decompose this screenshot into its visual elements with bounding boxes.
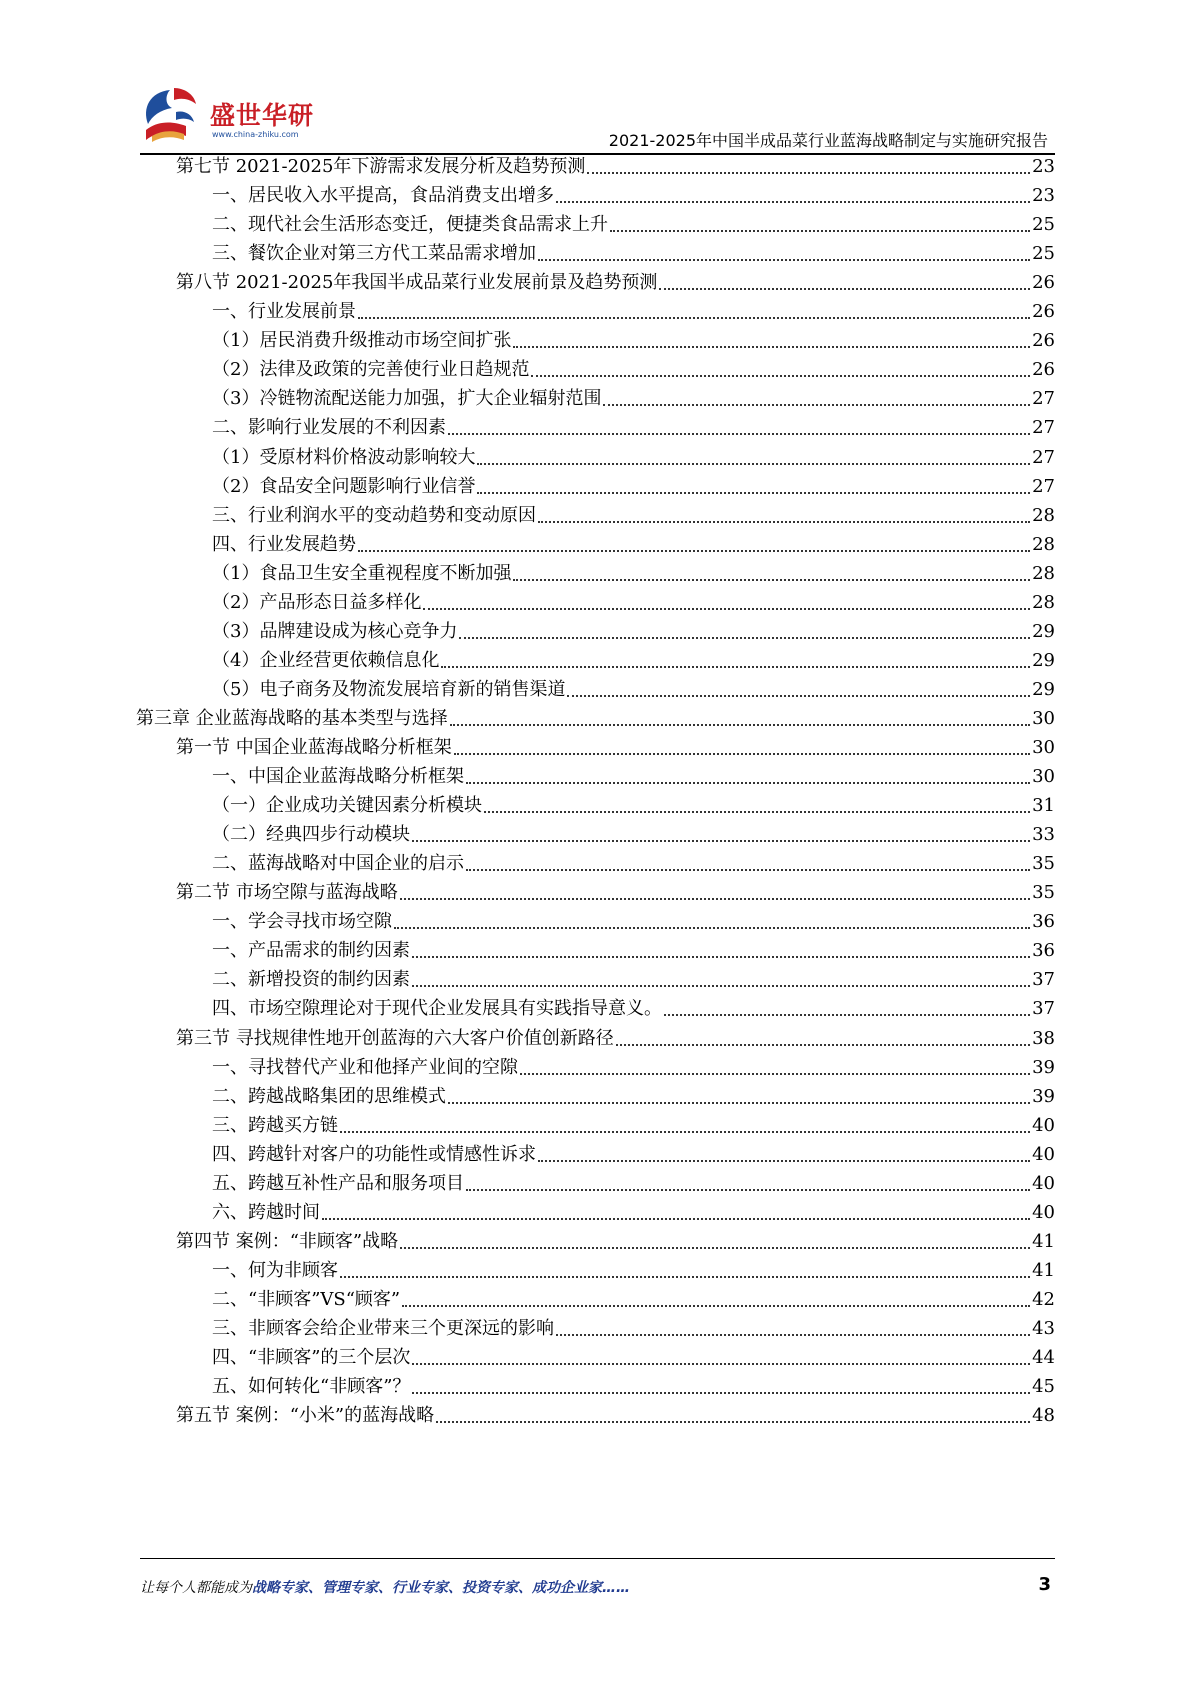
toc-dot-leader	[466, 869, 1030, 871]
toc-entry-title: 二、“非顾客”VS“顾客”	[212, 1288, 401, 1310]
toc-entry[interactable]	[212, 412, 1055, 443]
toc-entry-title: 五、跨越互补性产品和服务项目	[212, 1172, 464, 1194]
toc-entry-page: 29	[1032, 678, 1055, 700]
toc-entry[interactable]	[212, 819, 1055, 850]
toc-entry[interactable]	[212, 1371, 1055, 1402]
toc-entry-page: 30	[1032, 707, 1055, 729]
toc-entry-page: 27	[1032, 446, 1055, 468]
toc-entry-page: 43	[1032, 1318, 1055, 1339]
toc-dot-leader	[531, 375, 1030, 377]
toc-entry-page: 27	[1032, 417, 1055, 439]
toc-entry-title: 第三章 企业蓝海战略的基本类型与选择	[136, 707, 448, 729]
toc-entry-page: 23	[1032, 156, 1055, 177]
toc-entry-title: （一）企业成功关键因素分析模块	[212, 795, 482, 817]
toc-entry-page: 29	[1032, 649, 1055, 671]
toc-entry[interactable]	[212, 964, 1055, 995]
toc-dot-leader	[340, 1131, 1030, 1133]
toc-entry-page: 30	[1032, 737, 1055, 758]
toc-entry-title: 三、非顾客会给企业带来三个更深远的影响	[212, 1318, 554, 1339]
toc-dot-leader	[400, 1247, 1030, 1249]
toc-entry-page: 39	[1032, 1085, 1055, 1107]
toc-dot-leader	[436, 1421, 1030, 1423]
toc-entry-page: 26	[1032, 359, 1055, 381]
brand-url: www.china-zhiku.com	[212, 130, 299, 139]
toc-entry[interactable]	[212, 1110, 1055, 1141]
toc-entry[interactable]	[212, 1052, 1055, 1083]
toc-entry-page: 28	[1032, 562, 1055, 584]
toc-entry-title: 二、影响行业发展的不利因素	[212, 417, 446, 439]
toc-entry-page: 29	[1032, 620, 1055, 642]
toc-entry[interactable]	[212, 674, 1055, 705]
toc-entry[interactable]	[212, 645, 1055, 676]
toc-entry-page: 27	[1032, 475, 1055, 497]
toc-entry-title: 第八节 2021-2025年我国半成品菜行业发展前景及趋势预测	[176, 272, 658, 294]
toc-entry-title: 三、餐饮企业对第三方代工菜品需求增加	[212, 243, 536, 265]
toc-dot-leader	[466, 782, 1030, 784]
toc-entry[interactable]	[212, 383, 1055, 414]
toc-entry[interactable]	[212, 1342, 1055, 1373]
toc-entry[interactable]	[212, 1284, 1055, 1315]
footer-slogan	[140, 1577, 630, 1597]
toc-entry[interactable]	[212, 558, 1055, 589]
toc-entry-page: 27	[1032, 388, 1055, 410]
toc-dot-leader	[587, 172, 1030, 174]
toc-dot-leader	[412, 956, 1030, 958]
toc-entry-page: 23	[1032, 185, 1055, 207]
toc-dot-leader	[450, 724, 1030, 726]
toc-entry[interactable]	[176, 1400, 1055, 1431]
toc-entry-title: 四、跨越针对客户的功能性或情感性诉求	[212, 1143, 536, 1165]
toc-entry[interactable]	[176, 732, 1055, 763]
toc-entry-page: 33	[1032, 824, 1055, 846]
toc-entry-title: 二、跨越战略集团的思维模式	[212, 1085, 446, 1107]
toc-entry-title: （1）居民消费升级推动市场空间扩张	[212, 330, 512, 352]
toc-entry[interactable]	[212, 761, 1055, 792]
toc-entry-title: 第四节 案例：“非顾客”战略	[176, 1230, 399, 1252]
toc-dot-leader	[340, 1276, 1030, 1278]
toc-entry-title: （1）食品卫生安全重视程度不断加强	[212, 562, 512, 584]
toc-dot-leader	[477, 492, 1030, 494]
toc-entry-title: 一、何为非顾客	[212, 1259, 338, 1281]
toc-dot-leader	[513, 579, 1030, 581]
toc-entry[interactable]	[212, 848, 1055, 879]
toc-dot-leader	[412, 840, 1030, 842]
toc-entry-title: （4）企业经营更依赖信息化	[212, 649, 440, 671]
toc-dot-leader	[603, 404, 1030, 406]
toc-entry-page: 28	[1032, 533, 1055, 555]
slogan-highlight: 战略专家、管理专家、行业专家、投资专家、成功企业家……	[252, 1580, 630, 1596]
toc-entry-page: 25	[1032, 214, 1055, 236]
toc-entry[interactable]	[212, 180, 1055, 211]
toc-entry-page: 35	[1032, 882, 1055, 904]
toc-entry-title: 二、现代社会生活形态变迁，便捷类食品需求上升	[212, 214, 608, 236]
toc-entry[interactable]	[212, 993, 1055, 1024]
toc-entry[interactable]	[212, 529, 1055, 560]
toc-dot-leader	[659, 288, 1030, 290]
slogan-lead: 让每个人都能成为	[140, 1580, 252, 1596]
toc-entry[interactable]	[136, 703, 1055, 734]
toc-entry-page: 39	[1032, 1056, 1055, 1078]
toc-entry-title: （5）电子商务及物流发展培育新的销售渠道	[212, 678, 566, 700]
toc-dot-leader	[567, 695, 1030, 697]
toc-entry[interactable]	[212, 587, 1055, 618]
toc-dot-leader	[441, 666, 1030, 668]
toc-entry[interactable]	[212, 616, 1055, 647]
toc-entry[interactable]	[176, 877, 1055, 908]
toc-entry-page: 40	[1032, 1114, 1055, 1136]
toc-entry-title: （二）经典四步行动模块	[212, 824, 410, 846]
toc-entry-page: 26	[1032, 272, 1055, 294]
toc-entry-page: 40	[1032, 1172, 1055, 1194]
toc-dot-leader	[358, 550, 1030, 552]
toc-dot-leader	[454, 753, 1030, 755]
toc-entry-page: 28	[1032, 591, 1055, 613]
toc-entry-title: 一、寻找替代产业和他择产业间的空隙	[212, 1056, 518, 1078]
toc-entry-page: 37	[1032, 998, 1055, 1020]
toc-entry-page: 36	[1032, 940, 1055, 962]
report-title: 2021-2025年中国半成品菜行业蓝海战略制定与实施研究报告	[608, 131, 1048, 150]
toc-entry-title: 一、中国企业蓝海战略分析框架	[212, 766, 464, 788]
toc-entry-page: 42	[1032, 1288, 1055, 1310]
toc-dot-leader	[556, 201, 1030, 203]
toc-entry-title: 六、跨越时间	[212, 1201, 320, 1223]
toc-entry-title: 第一节 中国企业蓝海战略分析框架	[176, 737, 452, 758]
toc-entry-title: 三、跨越买方链	[212, 1114, 338, 1136]
toc-dot-leader	[400, 898, 1030, 900]
toc-entry-page: 48	[1032, 1405, 1055, 1427]
brand-name: 盛世华研	[210, 101, 315, 130]
toc-entry[interactable]	[212, 1168, 1055, 1199]
toc-entry-page: 37	[1032, 969, 1055, 991]
toc-entry-title: 四、市场空隙理论对于现代企业发展具有实践指导意义。	[212, 998, 662, 1020]
toc-entry[interactable]	[212, 296, 1055, 327]
toc-entry-title: （3）品牌建设成为核心竞争力	[212, 620, 458, 642]
toc-dot-leader	[538, 1160, 1030, 1162]
toc-entry[interactable]	[212, 935, 1055, 966]
toc-dot-leader	[394, 927, 1030, 929]
toc-dot-leader	[513, 346, 1030, 348]
toc-entry-page: 41	[1032, 1230, 1055, 1252]
toc-entry-page: 26	[1032, 301, 1055, 323]
toc-entry-page: 30	[1032, 766, 1055, 788]
toc-dot-leader	[412, 1363, 1030, 1365]
toc-dot-leader	[448, 433, 1030, 435]
toc-entry[interactable]	[212, 238, 1055, 269]
toc-entry[interactable]	[212, 209, 1055, 240]
toc-dot-leader	[556, 1334, 1030, 1336]
toc-dot-leader	[610, 230, 1030, 232]
toc-dot-leader	[423, 608, 1030, 610]
toc-entry[interactable]	[212, 1313, 1055, 1344]
toc-entry-page: 40	[1032, 1201, 1055, 1223]
toc-entry-title: 一、学会寻找市场空隙	[212, 911, 392, 933]
toc-entry-title: 一、居民收入水平提高，食品消费支出增多	[212, 185, 554, 207]
toc-entry[interactable]	[212, 1139, 1055, 1170]
toc-entry-page: 26	[1032, 330, 1055, 352]
toc-entry-page: 28	[1032, 504, 1055, 526]
toc-entry[interactable]	[176, 267, 1055, 298]
toc-dot-leader	[358, 317, 1030, 319]
footer-divider	[140, 1558, 1055, 1559]
toc-entry-title: 第三节 寻找规律性地开创蓝海的六大客户价值创新路径	[176, 1027, 614, 1049]
toc-entry[interactable]	[176, 1023, 1055, 1054]
toc-entry-page: 35	[1032, 853, 1055, 875]
toc-dot-leader	[322, 1218, 1030, 1220]
toc-entry-page: 44	[1032, 1347, 1055, 1369]
toc-dot-leader	[484, 811, 1030, 813]
toc-dot-leader	[477, 463, 1030, 465]
toc-entry[interactable]	[212, 1255, 1055, 1286]
toc-entry[interactable]	[212, 471, 1055, 502]
toc-dot-leader	[538, 259, 1030, 261]
toc-entry-title: 二、新增投资的制约因素	[212, 969, 410, 991]
toc-dot-leader	[412, 985, 1030, 987]
toc-entry[interactable]	[212, 442, 1055, 473]
toc-entry-page: 41	[1032, 1259, 1055, 1281]
toc-entry[interactable]	[212, 906, 1055, 937]
toc-entry[interactable]	[212, 325, 1055, 356]
toc-entry-title: 二、蓝海战略对中国企业的启示	[212, 853, 464, 875]
toc-entry-title: 一、产品需求的制约因素	[212, 940, 410, 962]
page-number: 3	[1038, 1574, 1051, 1595]
toc-entry-title: 四、行业发展趋势	[212, 533, 356, 555]
toc-entry-page: 38	[1032, 1027, 1055, 1049]
toc-entry[interactable]	[212, 1081, 1055, 1112]
toc-dot-leader	[664, 1014, 1030, 1016]
toc-entry-title: 第五节 案例：“小米”的蓝海战略	[176, 1405, 435, 1427]
toc-dot-leader	[448, 1102, 1030, 1104]
toc-entry[interactable]	[212, 1197, 1055, 1228]
toc-entry-title: （1）受原材料价格波动影响较大	[212, 446, 476, 468]
toc-dot-leader	[616, 1044, 1030, 1046]
toc-entry-title: （3）冷链物流配送能力加强，扩大企业辐射范围	[212, 388, 602, 410]
toc-entry-title: 五、如何转化“非顾客”？	[212, 1376, 411, 1398]
toc-entry-title: 一、行业发展前景	[212, 301, 356, 323]
toc-entry-page: 31	[1032, 795, 1055, 817]
toc-entry-page: 45	[1032, 1376, 1055, 1398]
toc-dot-leader	[466, 1189, 1030, 1191]
toc-entry-title: 四、“非顾客”的三个层次	[212, 1347, 411, 1369]
toc-entry-title: （2）食品安全问题影响行业信誉	[212, 475, 476, 497]
toc-dot-leader	[402, 1305, 1030, 1307]
toc-dot-leader	[459, 637, 1030, 639]
toc-dot-leader	[538, 521, 1030, 523]
toc-entry[interactable]	[176, 151, 1055, 182]
logo-icon	[140, 86, 206, 146]
toc-entry-title: 第七节 2021-2025年下游需求发展分析及趋势预测	[176, 156, 586, 177]
toc-entry-title: （2）法律及政策的完善使行业日趋规范	[212, 359, 530, 381]
toc-entry[interactable]	[212, 500, 1055, 531]
toc-entry-page: 25	[1032, 243, 1055, 265]
toc-entry-title: 三、行业利润水平的变动趋势和变动原因	[212, 504, 536, 526]
toc-entry-page: 36	[1032, 911, 1055, 933]
toc-entry-title: （2）产品形态日益多样化	[212, 591, 422, 613]
toc-entry[interactable]	[176, 1226, 1055, 1257]
toc-entry-title: 第二节 市场空隙与蓝海战略	[176, 882, 398, 904]
toc-dot-leader	[412, 1392, 1030, 1394]
toc-entry[interactable]	[212, 790, 1055, 821]
page-header	[0, 0, 1191, 150]
toc-entry-page: 40	[1032, 1143, 1055, 1165]
toc-dot-leader	[520, 1073, 1030, 1075]
toc-entry[interactable]	[212, 354, 1055, 385]
